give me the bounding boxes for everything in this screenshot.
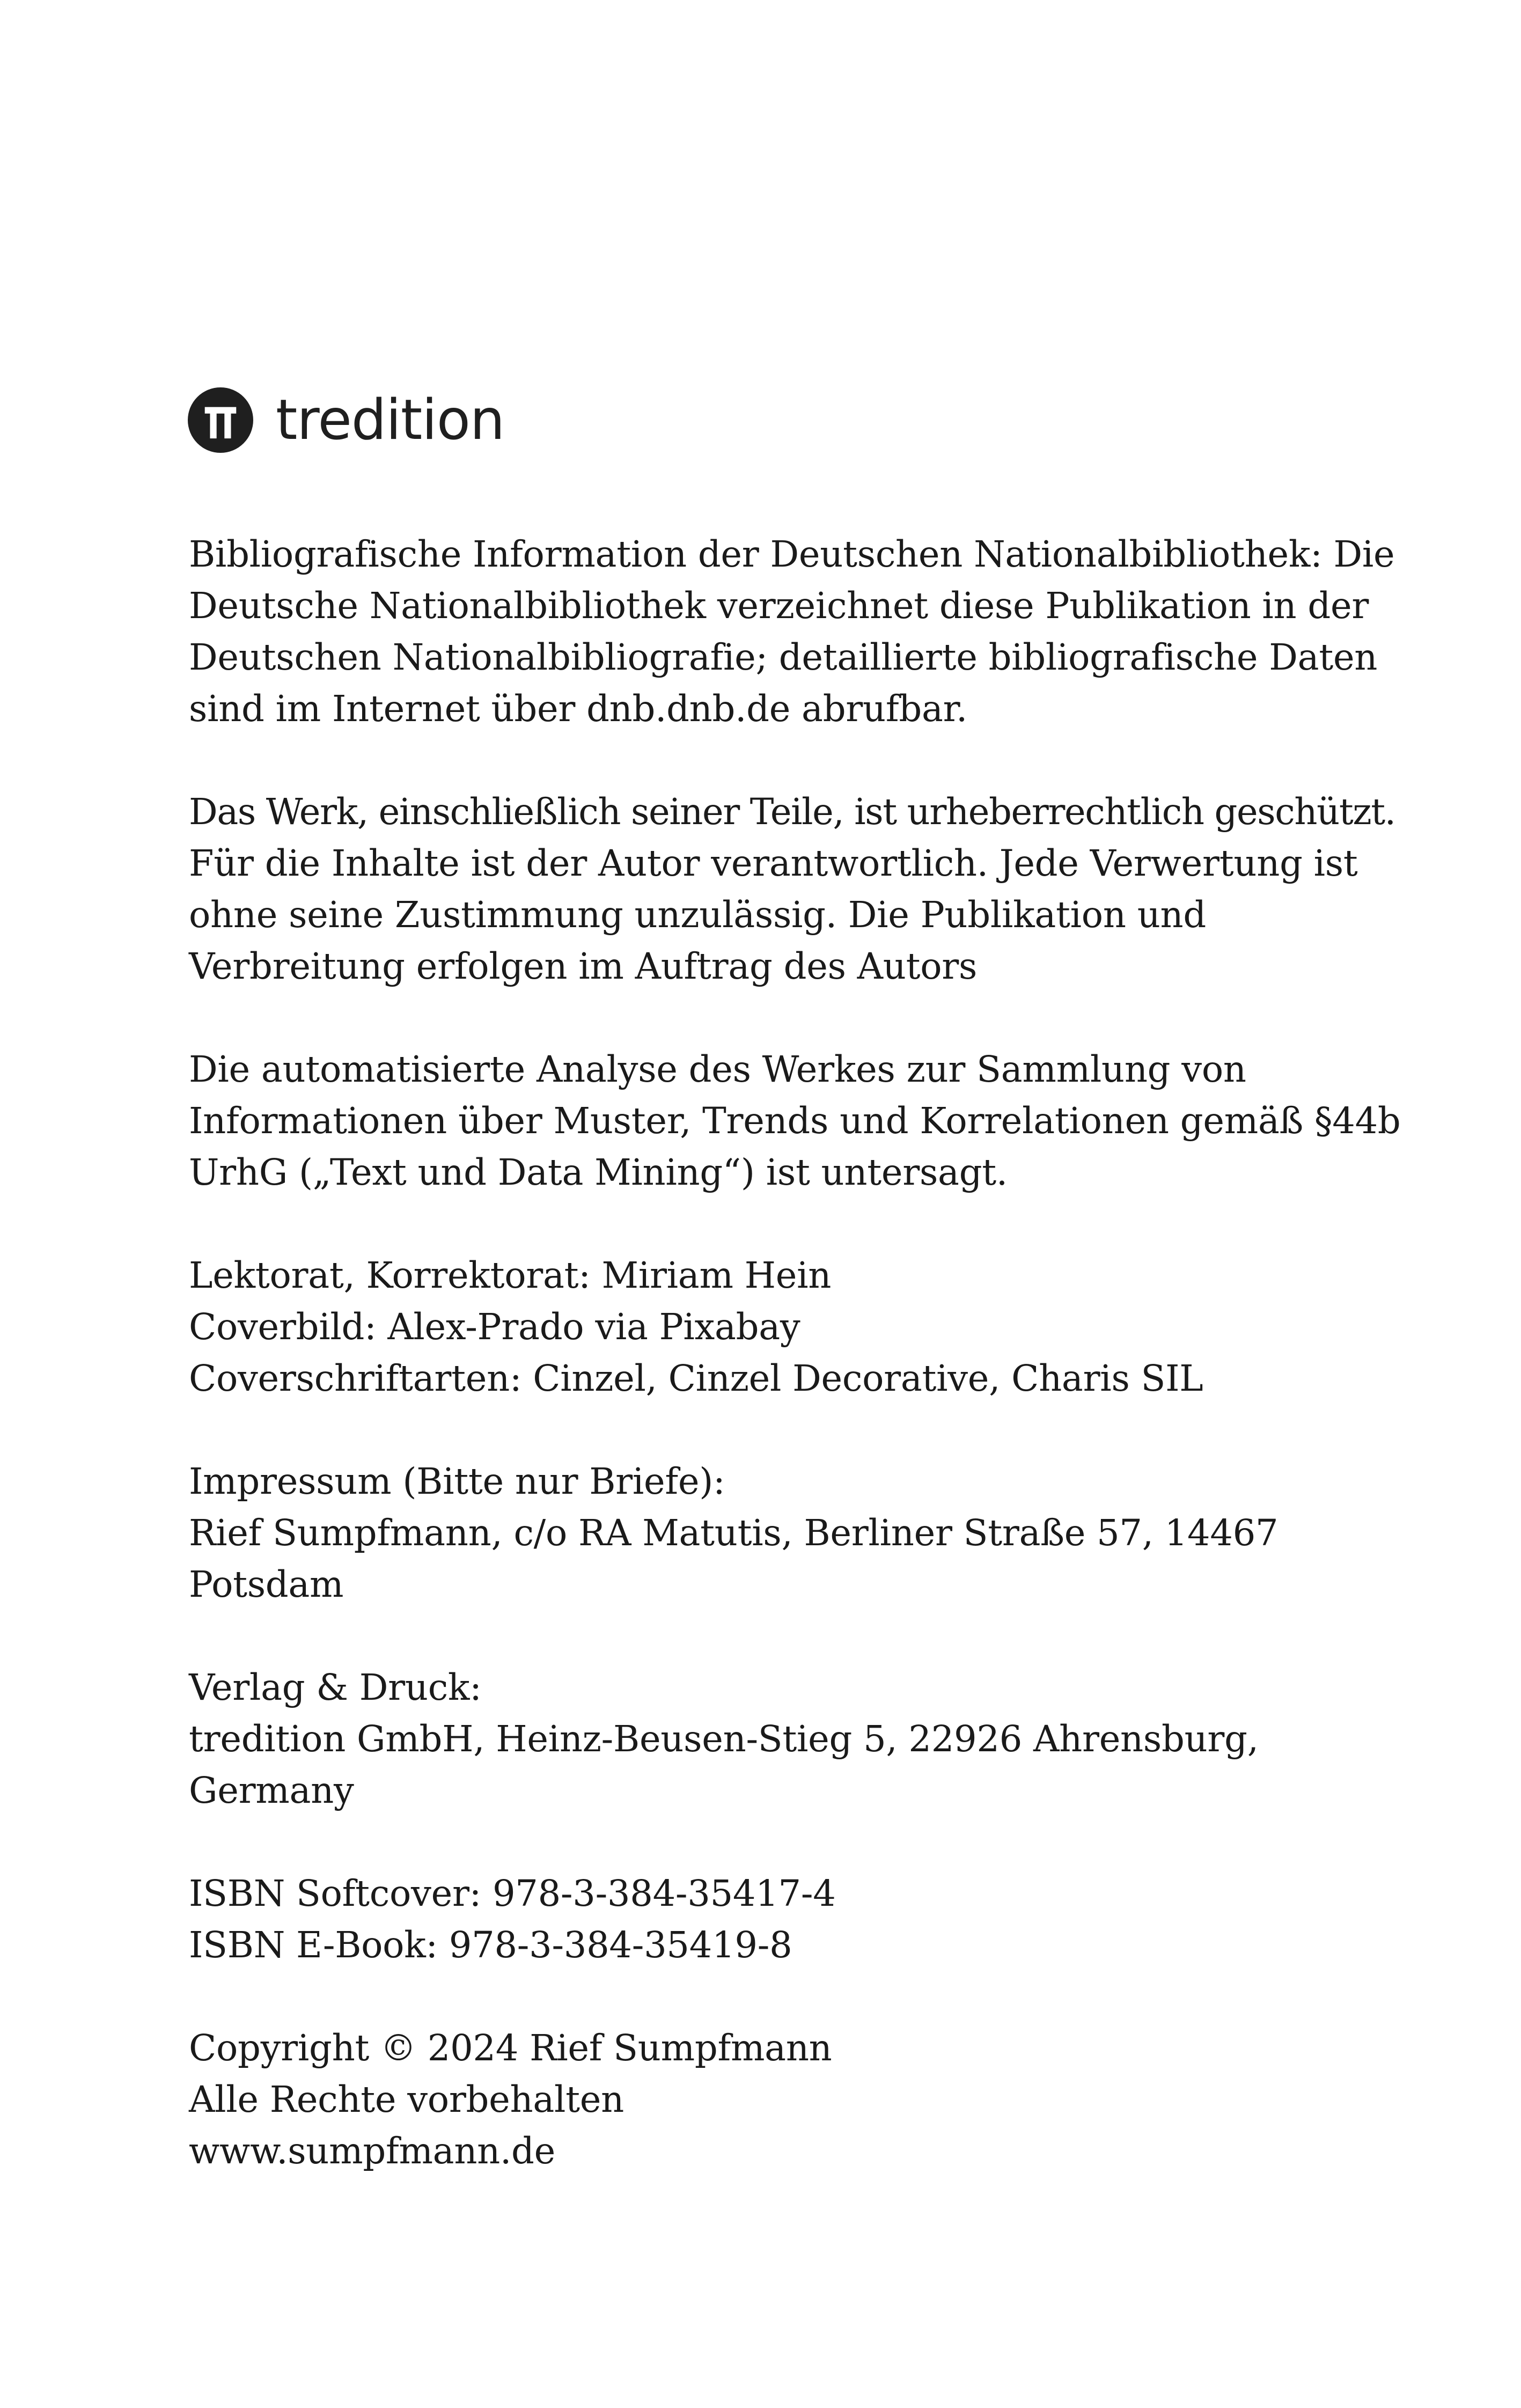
text-line: Die automatisierte Analyse des Werkes zur Sammlung von xyxy=(189,1048,1246,1090)
text-line: Coverbild: Alex-Prado via Pixabay xyxy=(189,1306,800,1348)
text-line: tredition GmbH, Heinz-Beusen-Stieg 5, 22926 Ahrensburg, xyxy=(189,1718,1259,1760)
text-line: Für die Inhalte ist der Autor verantwortlich. Jede Verwertung ist xyxy=(189,842,1358,884)
paragraph-copyright-notice xyxy=(189,786,1395,992)
publisher-logo xyxy=(188,387,504,453)
imprint-text xyxy=(189,528,1401,2228)
text-line: Informationen über Muster, Trends und Korrelationen gemäß §44b xyxy=(189,1100,1401,1142)
text-line: Das Werk, einschließlich seiner Teile, ist urheberrechtlich geschützt. xyxy=(189,791,1395,833)
text-line: Impressum (Bitte nur Briefe): xyxy=(189,1460,725,1502)
text-line: Deutschen Nationalbibliografie; detaillierte bibliografische Daten xyxy=(189,636,1378,678)
text-line: Rief Sumpfmann, c/o RA Matutis, Berliner Straße 57, 14467 xyxy=(189,1512,1278,1554)
paragraph-copyright xyxy=(189,2022,1337,2177)
text-line: ISBN E-Book: 978-3-384-35419-8 xyxy=(189,1924,792,1966)
text-line: Lektorat, Korrektorat: Miriam Hein xyxy=(189,1254,832,1296)
logo-wordmark: tredition xyxy=(276,387,505,452)
text-line: Copyright © 2024 Rief Sumpfmann xyxy=(189,2027,832,2069)
text-line: Verlag & Druck: xyxy=(189,1666,482,1708)
text-line: Coverschriftarten: Cinzel, Cinzel Decorative, Charis SIL xyxy=(189,1357,1203,1399)
paragraph-bibliographic-info xyxy=(189,528,1395,735)
text-line: Verbreitung erfolgen im Auftrag des Autors xyxy=(189,945,978,987)
text-line: Deutsche Nationalbibliothek verzeichnet diese Publikation in der xyxy=(189,585,1369,627)
paragraph-text-data-mining xyxy=(189,1044,1401,1198)
paragraph-credits xyxy=(189,1250,1337,1404)
text-line: ISBN Softcover: 978-3-384-35417-4 xyxy=(189,1873,836,1914)
paragraph-publisher xyxy=(189,1662,1337,1816)
text-line: Germany xyxy=(189,1770,354,1811)
website-link: www.sumpfmann.de xyxy=(189,2130,555,2172)
text-line: Bibliografische Information der Deutschen Nationalbibliothek: Die xyxy=(189,533,1395,575)
tredition-logo-icon xyxy=(188,387,253,453)
text-line: ohne seine Zustimmung unzulässig. Die Publikation und xyxy=(189,894,1206,936)
text-line: sind im Internet über dnb.dnb.de abrufbar. xyxy=(189,688,967,730)
text-line: Potsdam xyxy=(189,1563,344,1605)
text-line: UrhG („Text und Data Mining“) ist untersagt. xyxy=(189,1151,1008,1193)
paragraph-impressum xyxy=(189,1456,1337,1610)
paragraph-isbn xyxy=(189,1868,1337,1971)
text-line: Alle Rechte vorbehalten xyxy=(189,2079,624,2120)
